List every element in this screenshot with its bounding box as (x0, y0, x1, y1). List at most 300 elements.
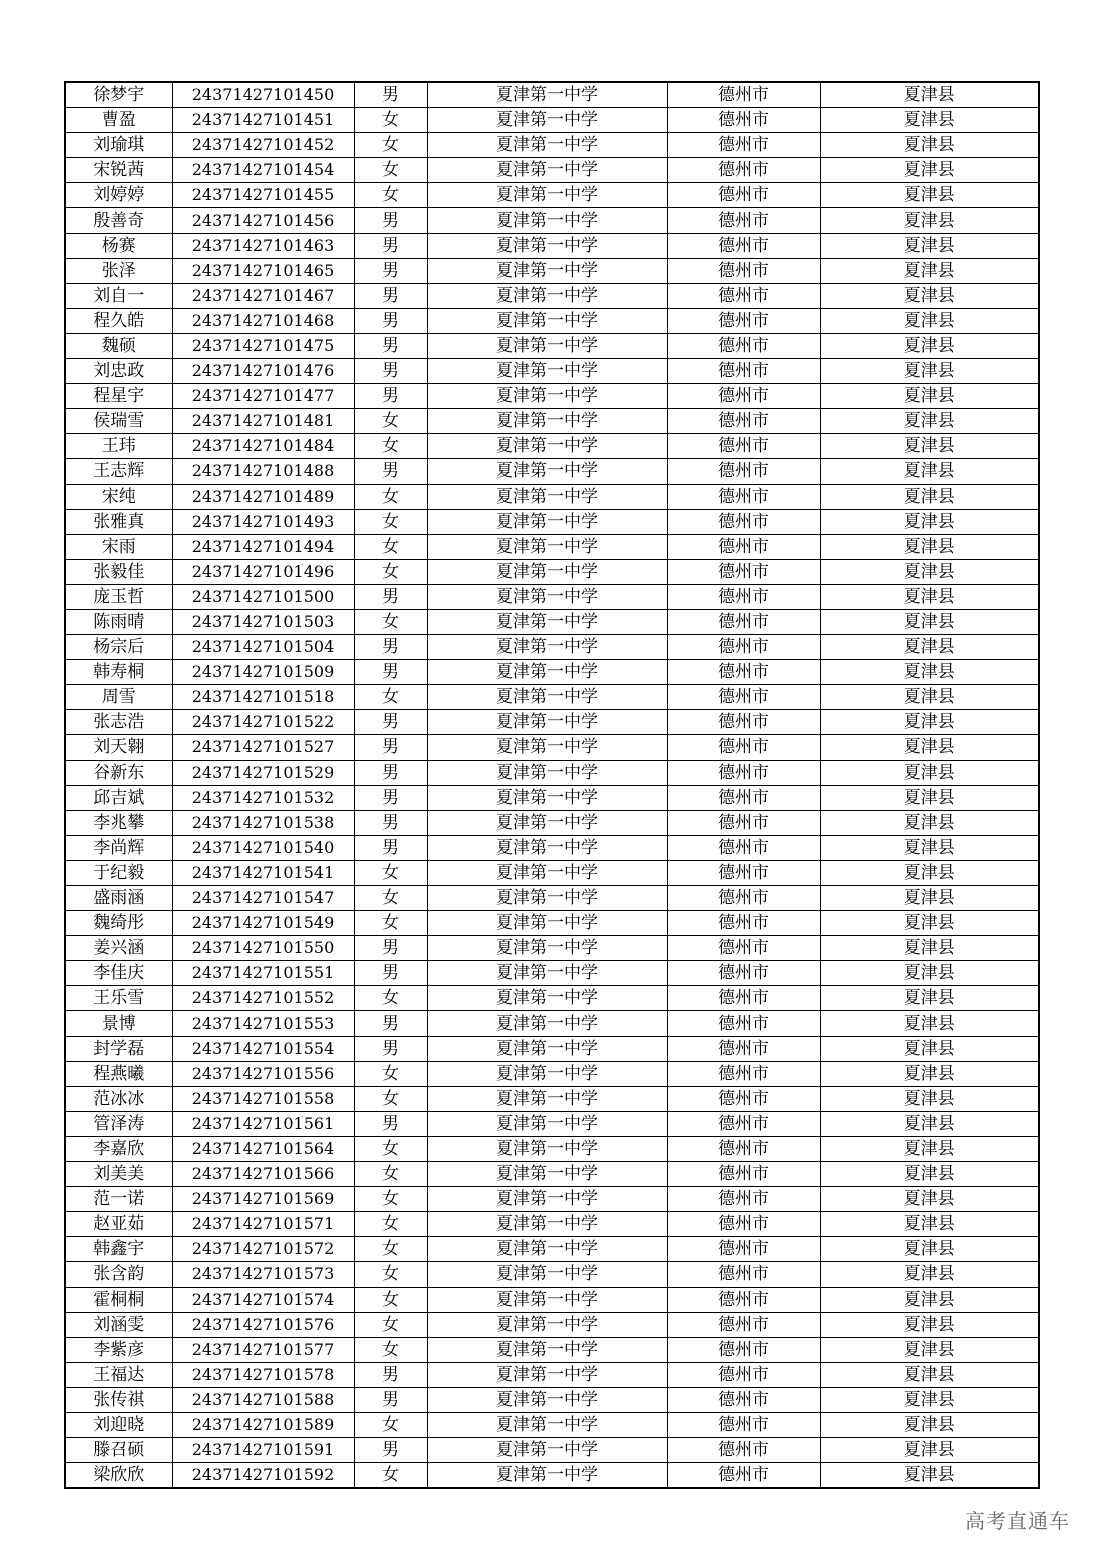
city-cell: 德州市 (667, 961, 820, 986)
gender-cell: 女 (354, 1212, 427, 1237)
exam-number-cell: 24371427101577 (172, 1337, 354, 1362)
city-cell: 德州市 (667, 183, 820, 208)
exam-number-cell: 24371427101504 (172, 635, 354, 660)
name-cell: 张含韵 (65, 1262, 172, 1287)
county-cell: 夏津县 (820, 308, 1039, 333)
table-row (65, 810, 1039, 835)
exam-number-cell: 24371427101561 (172, 1111, 354, 1136)
exam-number-cell: 24371427101518 (172, 685, 354, 710)
school-cell: 夏津第一中学 (427, 484, 667, 509)
school-cell: 夏津第一中学 (427, 911, 667, 936)
table-row (65, 308, 1039, 333)
school-cell: 夏津第一中学 (427, 1362, 667, 1387)
exam-number-cell: 24371427101452 (172, 133, 354, 158)
name-cell: 邱吉斌 (65, 785, 172, 810)
exam-number-cell: 24371427101522 (172, 710, 354, 735)
school-cell: 夏津第一中学 (427, 760, 667, 785)
table-row (65, 509, 1039, 534)
gender-cell: 男 (354, 308, 427, 333)
exam-number-cell: 24371427101500 (172, 584, 354, 609)
county-cell: 夏津县 (820, 735, 1039, 760)
school-cell: 夏津第一中学 (427, 635, 667, 660)
gender-cell: 男 (354, 660, 427, 685)
table-row (65, 584, 1039, 609)
county-cell: 夏津县 (820, 359, 1039, 384)
school-cell: 夏津第一中学 (427, 258, 667, 283)
gender-cell: 男 (354, 961, 427, 986)
table-row (65, 1287, 1039, 1312)
county-cell: 夏津县 (820, 559, 1039, 584)
county-cell: 夏津县 (820, 860, 1039, 885)
gender-cell: 女 (354, 1312, 427, 1337)
gender-cell: 男 (354, 1111, 427, 1136)
exam-number-cell: 24371427101592 (172, 1463, 354, 1489)
name-cell: 滕召硕 (65, 1438, 172, 1463)
school-cell: 夏津第一中学 (427, 986, 667, 1011)
gender-cell: 女 (354, 1086, 427, 1111)
school-cell: 夏津第一中学 (427, 1187, 667, 1212)
exam-number-cell: 24371427101578 (172, 1362, 354, 1387)
county-cell: 夏津县 (820, 183, 1039, 208)
city-cell: 德州市 (667, 1287, 820, 1312)
county-cell: 夏津县 (820, 1262, 1039, 1287)
school-cell: 夏津第一中学 (427, 735, 667, 760)
city-cell: 德州市 (667, 509, 820, 534)
school-cell: 夏津第一中学 (427, 785, 667, 810)
city-cell: 德州市 (667, 1162, 820, 1187)
school-cell: 夏津第一中学 (427, 509, 667, 534)
school-cell: 夏津第一中学 (427, 1086, 667, 1111)
school-cell: 夏津第一中学 (427, 384, 667, 409)
county-cell: 夏津县 (820, 609, 1039, 634)
city-cell: 德州市 (667, 534, 820, 559)
county-cell: 夏津县 (820, 82, 1039, 108)
exam-number-cell: 24371427101481 (172, 409, 354, 434)
school-cell: 夏津第一中学 (427, 82, 667, 108)
school-cell: 夏津第一中学 (427, 1412, 667, 1437)
exam-number-cell: 24371427101550 (172, 936, 354, 961)
school-cell: 夏津第一中学 (427, 459, 667, 484)
exam-number-cell: 24371427101529 (172, 760, 354, 785)
school-cell: 夏津第一中学 (427, 1463, 667, 1489)
school-cell: 夏津第一中学 (427, 660, 667, 685)
school-cell: 夏津第一中学 (427, 1387, 667, 1412)
city-cell: 德州市 (667, 660, 820, 685)
name-cell: 刘婷婷 (65, 183, 172, 208)
exam-number-cell: 24371427101468 (172, 308, 354, 333)
exam-number-cell: 24371427101572 (172, 1237, 354, 1262)
name-cell: 魏硕 (65, 333, 172, 358)
city-cell: 德州市 (667, 1061, 820, 1086)
table-row (65, 1212, 1039, 1237)
county-cell: 夏津县 (820, 459, 1039, 484)
table-row (65, 1463, 1039, 1489)
gender-cell: 男 (354, 1438, 427, 1463)
gender-cell: 女 (354, 484, 427, 509)
name-cell: 刘天翱 (65, 735, 172, 760)
county-cell: 夏津县 (820, 785, 1039, 810)
county-cell: 夏津县 (820, 1438, 1039, 1463)
name-cell: 盛雨涵 (65, 886, 172, 911)
county-cell: 夏津县 (820, 1287, 1039, 1312)
table-row (65, 660, 1039, 685)
gender-cell: 男 (354, 258, 427, 283)
county-cell: 夏津县 (820, 635, 1039, 660)
county-cell: 夏津县 (820, 1463, 1039, 1489)
name-cell: 谷新东 (65, 760, 172, 785)
school-cell: 夏津第一中学 (427, 158, 667, 183)
name-cell: 景博 (65, 1011, 172, 1036)
city-cell: 德州市 (667, 82, 820, 108)
city-cell: 德州市 (667, 1412, 820, 1437)
city-cell: 德州市 (667, 158, 820, 183)
county-cell: 夏津县 (820, 1337, 1039, 1362)
exam-number-cell: 24371427101554 (172, 1036, 354, 1061)
county-cell: 夏津县 (820, 333, 1039, 358)
city-cell: 德州市 (667, 1438, 820, 1463)
gender-cell: 女 (354, 183, 427, 208)
gender-cell: 女 (354, 860, 427, 885)
city-cell: 德州市 (667, 1086, 820, 1111)
name-cell: 王志辉 (65, 459, 172, 484)
county-cell: 夏津县 (820, 1086, 1039, 1111)
table-row (65, 911, 1039, 936)
exam-number-cell: 24371427101547 (172, 886, 354, 911)
school-cell: 夏津第一中学 (427, 208, 667, 233)
table-row (65, 82, 1039, 108)
exam-number-cell: 24371427101451 (172, 108, 354, 133)
name-cell: 刘忠政 (65, 359, 172, 384)
name-cell: 宋锐茜 (65, 158, 172, 183)
name-cell: 程星宇 (65, 384, 172, 409)
name-cell: 张传祺 (65, 1387, 172, 1412)
name-cell: 李紫彦 (65, 1337, 172, 1362)
county-cell: 夏津县 (820, 1412, 1039, 1437)
table-row (65, 760, 1039, 785)
table-row (65, 283, 1039, 308)
name-cell: 王玮 (65, 434, 172, 459)
county-cell: 夏津县 (820, 961, 1039, 986)
name-cell: 程久皓 (65, 308, 172, 333)
table-row (65, 409, 1039, 434)
city-cell: 德州市 (667, 1136, 820, 1161)
table-row (65, 886, 1039, 911)
gender-cell: 女 (354, 108, 427, 133)
school-cell: 夏津第一中学 (427, 835, 667, 860)
table-body (65, 82, 1039, 1488)
school-cell: 夏津第一中学 (427, 183, 667, 208)
name-cell: 李佳庆 (65, 961, 172, 986)
exam-number-cell: 24371427101574 (172, 1287, 354, 1312)
city-cell: 德州市 (667, 1463, 820, 1489)
county-cell: 夏津县 (820, 434, 1039, 459)
county-cell: 夏津县 (820, 886, 1039, 911)
county-cell: 夏津县 (820, 584, 1039, 609)
table-row (65, 735, 1039, 760)
gender-cell: 女 (354, 1061, 427, 1086)
gender-cell: 女 (354, 986, 427, 1011)
table-row (65, 1011, 1039, 1036)
name-cell: 范冰冰 (65, 1086, 172, 1111)
school-cell: 夏津第一中学 (427, 1061, 667, 1086)
school-cell: 夏津第一中学 (427, 1312, 667, 1337)
gender-cell: 女 (354, 133, 427, 158)
city-cell: 德州市 (667, 635, 820, 660)
exam-number-cell: 24371427101489 (172, 484, 354, 509)
gender-cell: 女 (354, 1337, 427, 1362)
school-cell: 夏津第一中学 (427, 534, 667, 559)
city-cell: 德州市 (667, 484, 820, 509)
name-cell: 韩寿桐 (65, 660, 172, 685)
city-cell: 德州市 (667, 283, 820, 308)
gender-cell: 女 (354, 1262, 427, 1287)
gender-cell: 男 (354, 384, 427, 409)
exam-number-cell: 24371427101509 (172, 660, 354, 685)
county-cell: 夏津县 (820, 810, 1039, 835)
county-cell: 夏津县 (820, 158, 1039, 183)
exam-number-cell: 24371427101538 (172, 810, 354, 835)
county-cell: 夏津县 (820, 258, 1039, 283)
exam-number-cell: 24371427101496 (172, 559, 354, 584)
name-cell: 李尚辉 (65, 835, 172, 860)
table-row (65, 434, 1039, 459)
gender-cell: 男 (354, 735, 427, 760)
exam-number-cell: 24371427101573 (172, 1262, 354, 1287)
name-cell: 范一诺 (65, 1187, 172, 1212)
name-cell: 刘涵雯 (65, 1312, 172, 1337)
exam-number-cell: 24371427101455 (172, 183, 354, 208)
table-row (65, 1086, 1039, 1111)
name-cell: 霍桐桐 (65, 1287, 172, 1312)
gender-cell: 男 (354, 233, 427, 258)
city-cell: 德州市 (667, 886, 820, 911)
county-cell: 夏津县 (820, 936, 1039, 961)
gender-cell: 男 (354, 584, 427, 609)
county-cell: 夏津县 (820, 911, 1039, 936)
city-cell: 德州市 (667, 1187, 820, 1212)
city-cell: 德州市 (667, 1011, 820, 1036)
table-row (65, 133, 1039, 158)
gender-cell: 男 (354, 283, 427, 308)
name-cell: 韩鑫宇 (65, 1237, 172, 1262)
exam-number-cell: 24371427101588 (172, 1387, 354, 1412)
school-cell: 夏津第一中学 (427, 1262, 667, 1287)
watermark-text: 高考直通车 (965, 1509, 1070, 1533)
gender-cell: 男 (354, 1387, 427, 1412)
county-cell: 夏津县 (820, 660, 1039, 685)
city-cell: 德州市 (667, 735, 820, 760)
gender-cell: 女 (354, 1412, 427, 1437)
table-row (65, 1337, 1039, 1362)
city-cell: 德州市 (667, 911, 820, 936)
gender-cell: 女 (354, 1237, 427, 1262)
exam-number-cell: 24371427101456 (172, 208, 354, 233)
table-row (65, 1187, 1039, 1212)
name-cell: 刘美美 (65, 1162, 172, 1187)
county-cell: 夏津县 (820, 1237, 1039, 1262)
exam-number-cell: 24371427101488 (172, 459, 354, 484)
name-cell: 张志浩 (65, 710, 172, 735)
exam-number-cell: 24371427101571 (172, 1212, 354, 1237)
table-row (65, 635, 1039, 660)
exam-number-cell: 24371427101465 (172, 258, 354, 283)
city-cell: 德州市 (667, 685, 820, 710)
name-cell: 封学磊 (65, 1036, 172, 1061)
gender-cell: 女 (354, 1463, 427, 1489)
table-row (65, 685, 1039, 710)
city-cell: 德州市 (667, 409, 820, 434)
city-cell: 德州市 (667, 986, 820, 1011)
school-cell: 夏津第一中学 (427, 810, 667, 835)
table-row (65, 559, 1039, 584)
table-row (65, 860, 1039, 885)
city-cell: 德州市 (667, 258, 820, 283)
gender-cell: 女 (354, 559, 427, 584)
county-cell: 夏津县 (820, 534, 1039, 559)
exam-number-cell: 24371427101467 (172, 283, 354, 308)
school-cell: 夏津第一中学 (427, 559, 667, 584)
county-cell: 夏津县 (820, 208, 1039, 233)
gender-cell: 女 (354, 1136, 427, 1161)
exam-number-cell: 24371427101564 (172, 1136, 354, 1161)
gender-cell: 男 (354, 1036, 427, 1061)
gender-cell: 女 (354, 1287, 427, 1312)
table-row (65, 1111, 1039, 1136)
name-cell: 陈雨晴 (65, 609, 172, 634)
city-cell: 德州市 (667, 108, 820, 133)
city-cell: 德州市 (667, 810, 820, 835)
table-row (65, 1387, 1039, 1412)
city-cell: 德州市 (667, 1362, 820, 1387)
school-cell: 夏津第一中学 (427, 584, 667, 609)
exam-number-cell: 24371427101532 (172, 785, 354, 810)
name-cell: 宋纯 (65, 484, 172, 509)
exam-number-cell: 24371427101558 (172, 1086, 354, 1111)
table-row (65, 384, 1039, 409)
table-row (65, 1036, 1039, 1061)
gender-cell: 男 (354, 208, 427, 233)
city-cell: 德州市 (667, 1036, 820, 1061)
name-cell: 程燕曦 (65, 1061, 172, 1086)
table-row (65, 158, 1039, 183)
table-row (65, 1412, 1039, 1437)
city-cell: 德州市 (667, 1111, 820, 1136)
gender-cell: 女 (354, 158, 427, 183)
gender-cell: 男 (354, 760, 427, 785)
school-cell: 夏津第一中学 (427, 860, 667, 885)
name-cell: 于纪毅 (65, 860, 172, 885)
table-row (65, 710, 1039, 735)
table-row (65, 183, 1039, 208)
school-cell: 夏津第一中学 (427, 359, 667, 384)
city-cell: 德州市 (667, 333, 820, 358)
school-cell: 夏津第一中学 (427, 1438, 667, 1463)
exam-number-cell: 24371427101566 (172, 1162, 354, 1187)
city-cell: 德州市 (667, 1312, 820, 1337)
school-cell: 夏津第一中学 (427, 1287, 667, 1312)
city-cell: 德州市 (667, 1262, 820, 1287)
county-cell: 夏津县 (820, 108, 1039, 133)
table-row (65, 1162, 1039, 1187)
city-cell: 德州市 (667, 760, 820, 785)
school-cell: 夏津第一中学 (427, 1111, 667, 1136)
gender-cell: 女 (354, 685, 427, 710)
exam-number-cell: 24371427101484 (172, 434, 354, 459)
name-cell: 宋雨 (65, 534, 172, 559)
county-cell: 夏津县 (820, 283, 1039, 308)
exam-number-cell: 24371427101503 (172, 609, 354, 634)
county-cell: 夏津县 (820, 1187, 1039, 1212)
county-cell: 夏津县 (820, 1036, 1039, 1061)
gender-cell: 男 (354, 82, 427, 108)
school-cell: 夏津第一中学 (427, 1011, 667, 1036)
county-cell: 夏津县 (820, 685, 1039, 710)
city-cell: 德州市 (667, 1387, 820, 1412)
school-cell: 夏津第一中学 (427, 685, 667, 710)
gender-cell: 女 (354, 911, 427, 936)
table-row (65, 785, 1039, 810)
exam-number-cell: 24371427101454 (172, 158, 354, 183)
county-cell: 夏津县 (820, 1136, 1039, 1161)
county-cell: 夏津县 (820, 1362, 1039, 1387)
gender-cell: 女 (354, 886, 427, 911)
county-cell: 夏津县 (820, 133, 1039, 158)
student-list-table (64, 81, 1040, 1489)
city-cell: 德州市 (667, 936, 820, 961)
table-row (65, 359, 1039, 384)
county-cell: 夏津县 (820, 1061, 1039, 1086)
school-cell: 夏津第一中学 (427, 1337, 667, 1362)
gender-cell: 女 (354, 434, 427, 459)
school-cell: 夏津第一中学 (427, 409, 667, 434)
table-row (65, 258, 1039, 283)
school-cell: 夏津第一中学 (427, 1212, 667, 1237)
school-cell: 夏津第一中学 (427, 710, 667, 735)
city-cell: 德州市 (667, 434, 820, 459)
city-cell: 德州市 (667, 359, 820, 384)
exam-number-cell: 24371427101493 (172, 509, 354, 534)
school-cell: 夏津第一中学 (427, 609, 667, 634)
exam-number-cell: 24371427101549 (172, 911, 354, 936)
name-cell: 徐梦宇 (65, 82, 172, 108)
exam-number-cell: 24371427101476 (172, 359, 354, 384)
name-cell: 刘迎晓 (65, 1412, 172, 1437)
name-cell: 王乐雪 (65, 986, 172, 1011)
name-cell: 李兆攀 (65, 810, 172, 835)
city-cell: 德州市 (667, 559, 820, 584)
exam-number-cell: 24371427101556 (172, 1061, 354, 1086)
gender-cell: 男 (354, 1011, 427, 1036)
name-cell: 王福达 (65, 1362, 172, 1387)
exam-number-cell: 24371427101591 (172, 1438, 354, 1463)
county-cell: 夏津县 (820, 1162, 1039, 1187)
table-row (65, 534, 1039, 559)
county-cell: 夏津县 (820, 233, 1039, 258)
table-row (65, 1262, 1039, 1287)
exam-number-cell: 24371427101475 (172, 333, 354, 358)
city-cell: 德州市 (667, 233, 820, 258)
table-row (65, 936, 1039, 961)
table-row (65, 108, 1039, 133)
table-row (65, 609, 1039, 634)
county-cell: 夏津县 (820, 1011, 1039, 1036)
city-cell: 德州市 (667, 835, 820, 860)
exam-number-cell: 24371427101589 (172, 1412, 354, 1437)
city-cell: 德州市 (667, 1237, 820, 1262)
county-cell: 夏津县 (820, 409, 1039, 434)
exam-number-cell: 24371427101553 (172, 1011, 354, 1036)
school-cell: 夏津第一中学 (427, 434, 667, 459)
